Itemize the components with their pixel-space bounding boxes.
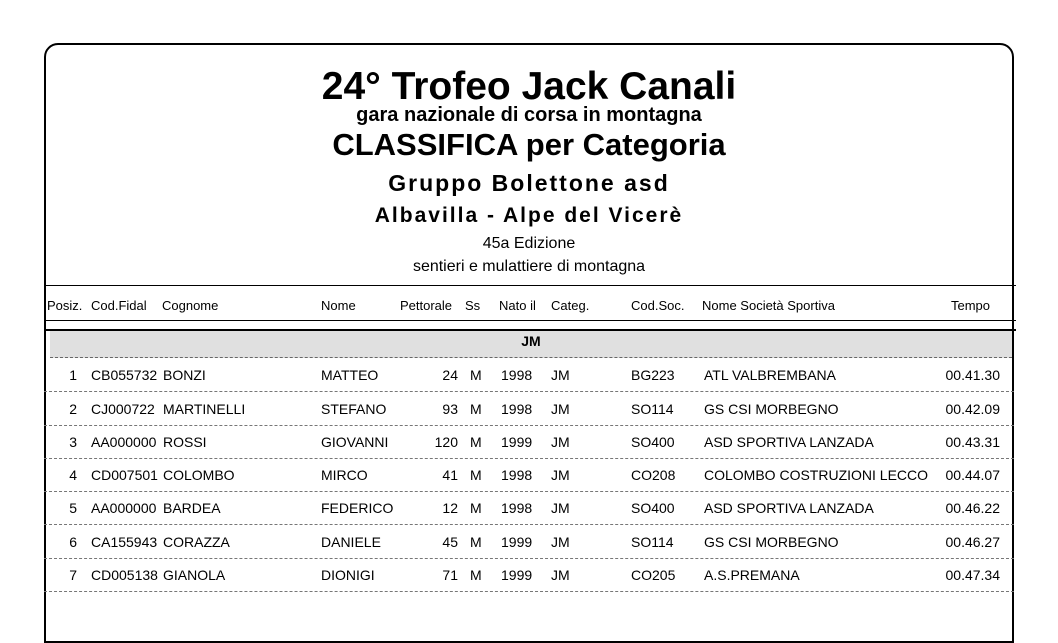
cell-cognome: GIANOLA [163, 567, 226, 583]
col-pettorale: Pettorale [400, 298, 453, 313]
cell-pettorale: 12 [442, 500, 458, 516]
cell-sesso: M [470, 500, 482, 516]
col-codfidal: Cod.Fidal [91, 298, 147, 313]
cell-sesso: M [470, 367, 482, 383]
cell-societa: A.S.PREMANA [704, 567, 800, 583]
cell-nome: GIOVANNI [321, 434, 389, 450]
cell-tempo: 00.42.09 [945, 401, 1000, 417]
cell-categ: JM [551, 467, 570, 483]
cell-cognome: BONZI [163, 367, 206, 383]
col-posiz: Posiz. [47, 298, 83, 313]
classification-title: CLASSIFICA per Categoria [332, 127, 726, 162]
cell-pos: 5 [69, 500, 77, 516]
cell-codsoc: SO400 [631, 500, 675, 516]
cell-nato: 1999 [501, 567, 533, 583]
edition-label: 45a Edizione [482, 235, 576, 252]
cell-codsoc: SO114 [631, 401, 674, 417]
cell-societa: ASD SPORTIVA LANZADA [704, 500, 874, 516]
cell-societa: GS CSI MORBEGNO [704, 401, 839, 417]
category-band: JM [50, 331, 1012, 358]
cell-nato: 1998 [501, 367, 533, 383]
cell-categ: JM [551, 567, 570, 583]
cell-fidal: CD005138 [91, 567, 158, 583]
cell-sesso: M [470, 434, 482, 450]
cell-cognome: CORAZZA [163, 534, 230, 550]
cell-categ: JM [551, 401, 570, 417]
table-row [44, 358, 1014, 392]
cell-societa: COLOMBO COSTRUZIONI LECCO [704, 467, 929, 483]
cell-nato: 1999 [501, 434, 533, 450]
organizer-name: Gruppo Bolettone asd [388, 170, 670, 196]
cell-pos: 7 [69, 567, 77, 583]
cell-sesso: M [470, 401, 482, 417]
cell-fidal: AA000000 [91, 500, 157, 516]
cell-sesso: M [470, 567, 482, 583]
col-nome: Nome [321, 298, 356, 313]
cell-nome: FEDERICO [321, 500, 394, 516]
event-title: 24° Trofeo Jack Canali [321, 65, 737, 108]
cell-societa: GS CSI MORBEGNO [704, 534, 839, 550]
col-tempo: Tempo [951, 298, 991, 313]
cell-cognome: ROSSI [163, 434, 207, 450]
cell-cognome: MARTINELLI [163, 401, 246, 417]
cell-nato: 1998 [501, 500, 533, 516]
terrain-label: sentieri e mulattiere di montagna [412, 258, 646, 275]
cell-pettorale: 71 [442, 567, 458, 583]
col-societa: Nome Società Sportiva [702, 298, 835, 313]
cell-nome: MATTEO [321, 367, 379, 383]
divider [44, 285, 1016, 286]
col-nato: Nato il [499, 298, 536, 313]
col-codsoc: Cod.Soc. [631, 298, 685, 313]
cell-cognome: COLOMBO [163, 467, 235, 483]
cell-tempo: 00.47.34 [945, 567, 1000, 583]
cell-codsoc: SO114 [631, 534, 674, 550]
cell-tempo: 00.46.27 [945, 534, 1000, 550]
cell-codsoc: SO400 [631, 434, 675, 450]
cell-fidal: CJ000722 [91, 401, 155, 417]
cell-pettorale: 24 [442, 367, 458, 383]
table-row [44, 491, 1014, 525]
cell-pos: 4 [69, 467, 77, 483]
cell-sesso: M [470, 534, 482, 550]
cell-cognome: BARDEA [163, 500, 221, 516]
cell-pettorale: 41 [442, 467, 458, 483]
cell-nome: DIONIGI [321, 567, 375, 583]
cell-pettorale: 45 [442, 534, 458, 550]
cell-nome: MIRCO [321, 467, 368, 483]
cell-sesso: M [470, 467, 482, 483]
table-row [44, 525, 1014, 559]
cell-categ: JM [551, 367, 570, 383]
col-sesso: Ss [465, 298, 481, 313]
cell-codsoc: BG223 [631, 367, 675, 383]
route-name: Albavilla - Alpe del Vicerè [374, 204, 684, 227]
cell-fidal: CD007501 [91, 467, 158, 483]
col-cognome: Cognome [162, 298, 219, 313]
cell-tempo: 00.46.22 [945, 500, 1000, 516]
cell-nome: STEFANO [321, 401, 387, 417]
cell-societa: ASD SPORTIVA LANZADA [704, 434, 874, 450]
cell-pos: 2 [69, 401, 77, 417]
cell-societa: ATL VALBREMBANA [704, 367, 837, 383]
cell-pettorale: 93 [442, 401, 458, 417]
table-row [44, 425, 1014, 459]
table-row [44, 558, 1014, 592]
cell-nato: 1998 [501, 467, 533, 483]
event-subtitle: gara nazionale di corsa in montagna [356, 104, 702, 126]
cell-fidal: CB055732 [91, 367, 158, 383]
cell-tempo: 00.41.30 [945, 367, 1000, 383]
cell-tempo: 00.43.31 [945, 434, 1000, 450]
table-row [44, 458, 1014, 492]
cell-fidal: AA000000 [91, 434, 157, 450]
cell-pos: 1 [69, 367, 77, 383]
cell-codsoc: CO208 [631, 467, 676, 483]
cell-nato: 1998 [501, 401, 533, 417]
cell-nato: 1999 [501, 534, 533, 550]
cell-fidal: CA155943 [91, 534, 158, 550]
table-row [44, 392, 1014, 426]
col-categ: Categ. [551, 298, 590, 313]
cell-categ: JM [551, 500, 570, 516]
cell-categ: JM [551, 534, 570, 550]
divider [44, 320, 1016, 321]
cell-pettorale: 120 [434, 434, 458, 450]
cell-tempo: 00.44.07 [945, 467, 1000, 483]
cell-categ: JM [551, 434, 570, 450]
cell-pos: 6 [69, 534, 77, 550]
cell-pos: 3 [69, 434, 77, 450]
cell-nome: DANIELE [321, 534, 381, 550]
cell-codsoc: CO205 [631, 567, 676, 583]
